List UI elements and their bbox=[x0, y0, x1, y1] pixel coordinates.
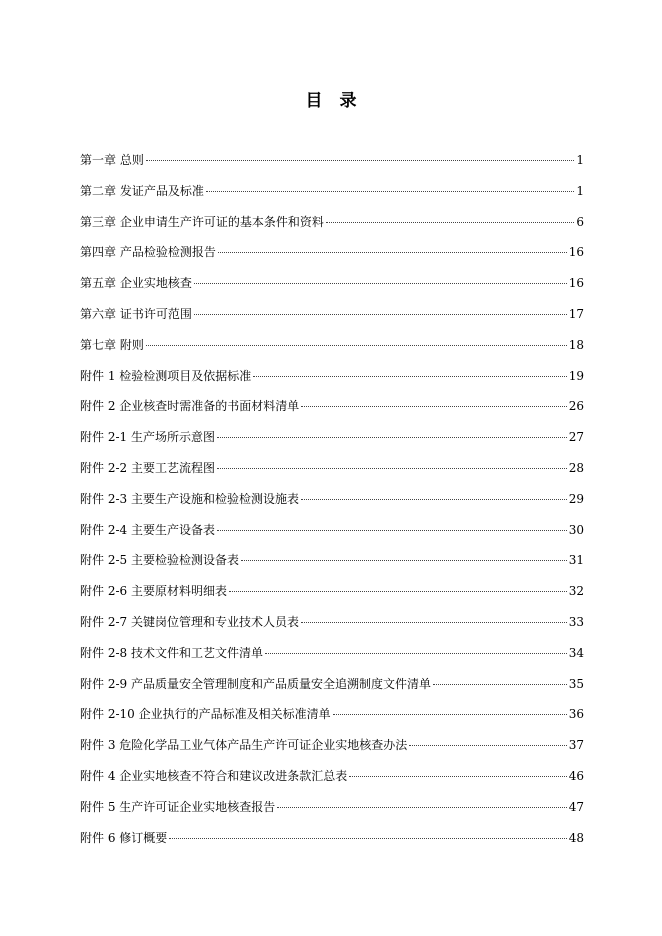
toc-entry-page-number: 36 bbox=[568, 707, 584, 722]
toc-entry-page-number: 46 bbox=[568, 768, 584, 783]
toc-entry-label: 第五章 企业实地核查 bbox=[80, 276, 192, 291]
toc-entry-label: 附件 2 企业核查时需准备的书面材料清单 bbox=[80, 399, 300, 414]
toc-entry[interactable] bbox=[80, 768, 584, 799]
toc-entry[interactable] bbox=[80, 306, 584, 337]
toc-entry-page-number: 48 bbox=[568, 830, 584, 845]
toc-entry[interactable] bbox=[80, 706, 584, 737]
toc-entry-label: 第一章 总则 bbox=[80, 153, 144, 167]
toc-entry-label: 第七章 附则 bbox=[80, 337, 144, 352]
toc-entry[interactable] bbox=[80, 645, 584, 676]
toc-entry[interactable] bbox=[80, 244, 584, 275]
toc-entry[interactable] bbox=[80, 152, 584, 183]
page-title: 目 录 bbox=[305, 91, 357, 111]
toc-entry[interactable] bbox=[80, 552, 584, 583]
toc-entry-page-number: 33 bbox=[568, 614, 584, 629]
table-of-contents bbox=[80, 152, 584, 860]
dot-leader bbox=[253, 376, 566, 377]
toc-entry-page-number: 26 bbox=[568, 399, 584, 414]
toc-entry[interactable] bbox=[80, 398, 584, 429]
toc-entry-page-number: 17 bbox=[568, 306, 584, 321]
toc-entry-page-number: 1 bbox=[576, 183, 584, 198]
toc-entry-label: 附件 2-1 生产场所示意图 bbox=[80, 430, 215, 445]
toc-entry[interactable] bbox=[80, 614, 584, 645]
toc-entry-page-number: 47 bbox=[568, 799, 584, 814]
dot-leader bbox=[433, 684, 567, 685]
toc-entry[interactable] bbox=[80, 522, 584, 553]
toc-entry-page-number: 35 bbox=[568, 676, 584, 691]
toc-entry-label: 附件 2-6 主要原材料明细表 bbox=[80, 584, 227, 599]
dot-leader bbox=[301, 406, 566, 407]
toc-entry-page-number: 28 bbox=[568, 460, 584, 475]
toc-entry[interactable] bbox=[80, 214, 584, 245]
toc-entry-page-number: 27 bbox=[568, 430, 584, 445]
toc-entry-page-number: 30 bbox=[568, 522, 584, 537]
dot-leader bbox=[409, 745, 566, 746]
toc-entry-label: 附件 2-8 技术文件和工艺文件清单 bbox=[80, 645, 263, 660]
dot-leader bbox=[229, 591, 567, 592]
toc-entry-label: 附件 2-4 主要生产设备表 bbox=[80, 522, 215, 537]
toc-entry-page-number: 31 bbox=[568, 553, 584, 568]
toc-entry-label: 附件 5 生产许可证企业实地核查报告 bbox=[80, 799, 276, 814]
toc-entry-label: 第四章 产品检验检测报告 bbox=[80, 245, 216, 260]
toc-entry-page-number: 34 bbox=[568, 645, 584, 660]
toc-entry-label: 附件 4 企业实地核查不符合和建议改进条款汇总表 bbox=[80, 768, 348, 783]
toc-entry[interactable] bbox=[80, 460, 584, 491]
toc-entry-label: 附件 1 检验检测项目及依据标准 bbox=[80, 368, 252, 383]
toc-entry[interactable] bbox=[80, 337, 584, 368]
toc-entry-page-number: 32 bbox=[568, 584, 584, 599]
toc-entry-label: 附件 2-7 关键岗位管理和专业技术人员表 bbox=[80, 614, 299, 629]
toc-entry-label: 附件 2-2 主要工艺流程图 bbox=[80, 460, 215, 475]
dot-leader bbox=[146, 345, 567, 346]
dot-leader bbox=[265, 653, 567, 654]
toc-entry-page-number: 37 bbox=[568, 738, 584, 753]
toc-entry-label: 附件 2-3 主要生产设施和检验检测设施表 bbox=[80, 491, 299, 506]
toc-entry-label: 第三章 企业申请生产许可证的基本条件和资料 bbox=[80, 214, 324, 229]
dot-leader bbox=[333, 714, 567, 715]
toc-entry[interactable] bbox=[80, 830, 584, 861]
toc-entry[interactable] bbox=[80, 368, 584, 399]
toc-entry[interactable] bbox=[80, 275, 584, 306]
dot-leader bbox=[218, 252, 567, 253]
dot-leader bbox=[349, 776, 566, 777]
toc-entry-page-number: 29 bbox=[568, 491, 584, 506]
toc-entry[interactable] bbox=[80, 676, 584, 707]
dot-leader bbox=[206, 191, 574, 192]
toc-entry-page-number: 16 bbox=[568, 276, 584, 291]
dot-leader bbox=[217, 530, 567, 531]
toc-entry-page-number: 1 bbox=[576, 153, 584, 167]
toc-entry-label: 附件 6 修订概要 bbox=[80, 830, 168, 845]
toc-entry[interactable] bbox=[80, 583, 584, 614]
dot-leader bbox=[301, 499, 567, 500]
toc-entry[interactable] bbox=[80, 429, 584, 460]
toc-entry-label: 附件 3 危险化学品工业气体产品生产许可证企业实地核查办法 bbox=[80, 738, 408, 753]
toc-entry[interactable] bbox=[80, 491, 584, 522]
toc-entry-label: 第六章 证书许可范围 bbox=[80, 306, 192, 321]
dot-leader bbox=[217, 468, 567, 469]
dot-leader bbox=[169, 838, 566, 839]
toc-entry-page-number: 16 bbox=[568, 245, 584, 260]
dot-leader bbox=[301, 622, 567, 623]
dot-leader bbox=[194, 314, 567, 315]
toc-entry-label: 附件 2-10 企业执行的产品标准及相关标准清单 bbox=[80, 707, 331, 722]
dot-leader bbox=[326, 222, 574, 223]
toc-entry[interactable] bbox=[80, 799, 584, 830]
toc-entry-label: 第二章 发证产品及标准 bbox=[80, 183, 204, 198]
toc-entry-label: 附件 2-9 产品质量安全管理制度和产品质量安全追溯制度文件清单 bbox=[80, 676, 431, 691]
dot-leader bbox=[194, 283, 567, 284]
dot-leader bbox=[277, 807, 566, 808]
toc-entry-label: 附件 2-5 主要检验检测设备表 bbox=[80, 553, 239, 568]
toc-entry-page-number: 6 bbox=[576, 214, 584, 229]
dot-leader bbox=[217, 437, 567, 438]
dot-leader bbox=[241, 560, 567, 561]
toc-entry[interactable] bbox=[80, 183, 584, 214]
dot-leader bbox=[146, 160, 574, 161]
toc-entry-page-number: 18 bbox=[568, 337, 584, 352]
toc-entry[interactable] bbox=[80, 737, 584, 768]
toc-entry-page-number: 19 bbox=[568, 368, 584, 383]
